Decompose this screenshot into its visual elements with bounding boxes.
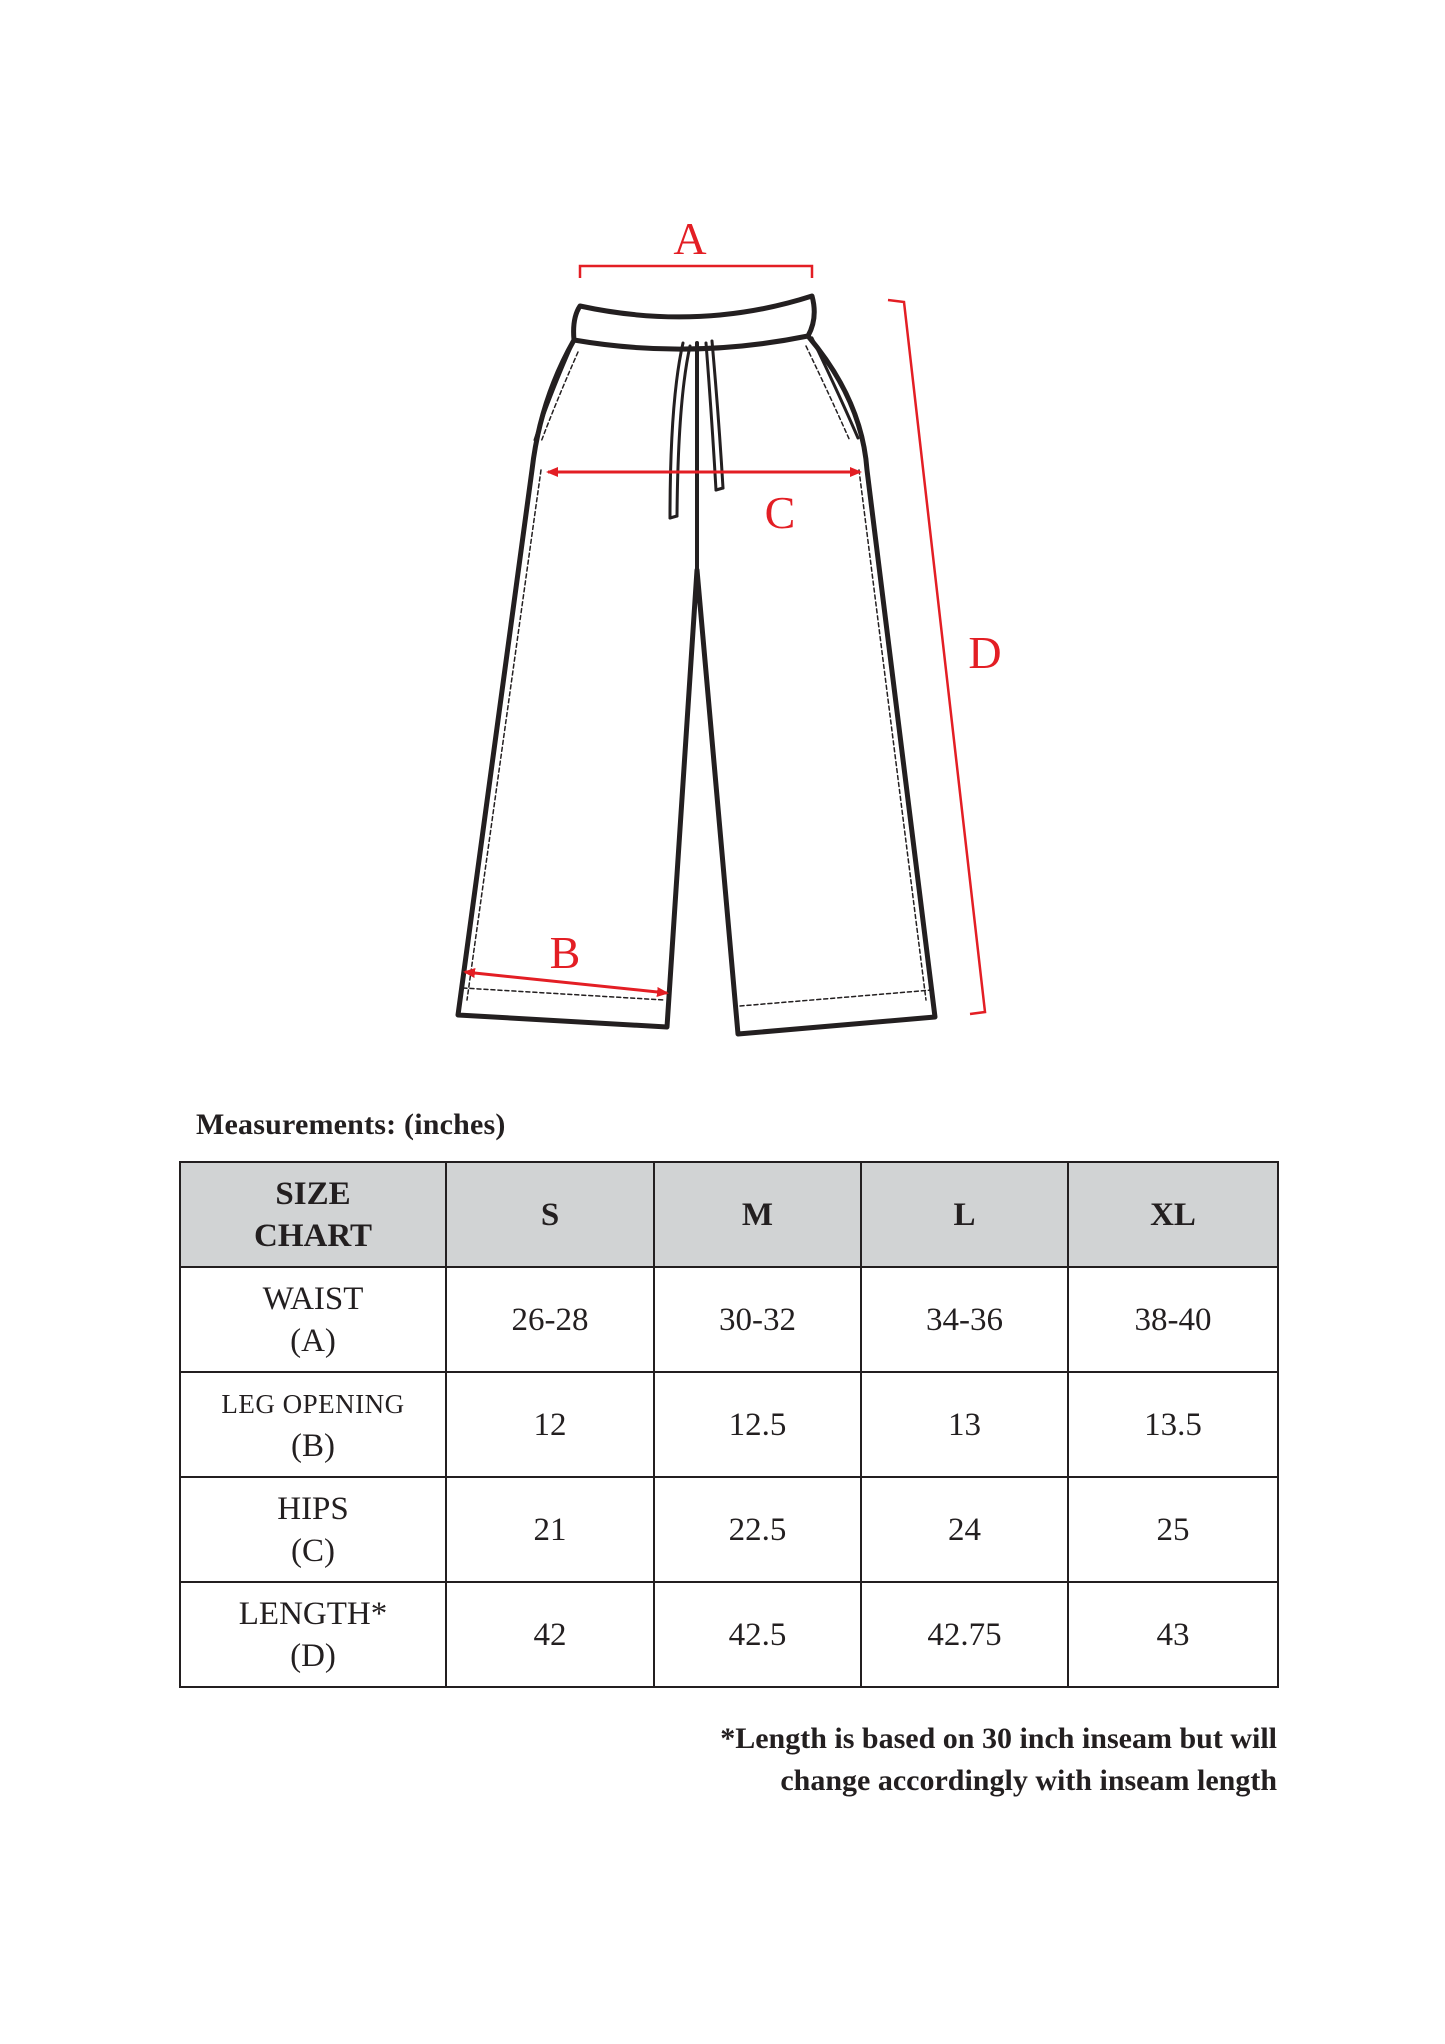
label-leg-opening: B [549,927,581,978]
table-cell: 42.5 [654,1582,861,1687]
row-label-waist [180,1267,446,1372]
label-waist: A [673,213,707,264]
header-size-l: L [861,1162,1068,1267]
row-name: HIPS [277,1490,349,1527]
row-code: (B) [291,1427,335,1464]
pants-outline [458,296,935,1034]
dimension-waist [580,266,812,278]
table-cell: 34-36 [861,1267,1068,1372]
table-cell: 24 [861,1477,1068,1582]
waistband [574,296,815,349]
table-row [180,1582,1278,1687]
table-cell: 13 [861,1372,1068,1477]
footnote-line-2: change accordingly with inseam length [780,1764,1277,1797]
table-cell: 42.75 [861,1582,1068,1687]
right-pocket [812,338,858,438]
header-corner [180,1162,446,1267]
row-label-leg-opening [180,1372,446,1477]
table-cell: 26-28 [446,1267,654,1372]
table-row [180,1477,1278,1582]
left-pocket [535,345,572,440]
row-name: LEG OPENING [221,1388,405,1419]
table-cell: 25 [1068,1477,1278,1582]
table-cell: 43 [1068,1582,1278,1687]
measurements-caption: Measurements: (inches) [196,1108,506,1141]
row-code: (C) [291,1532,335,1569]
header-row [180,1162,1278,1267]
size-chart-table [179,1161,1279,1688]
header-size-m: M [654,1162,861,1267]
row-code: (A) [290,1322,336,1359]
table-cell: 22.5 [654,1477,861,1582]
table-row [180,1267,1278,1372]
table-cell: 13.5 [1068,1372,1278,1477]
header-size-xl: XL [1068,1162,1278,1267]
header-size-s: S [446,1162,654,1267]
table-cell: 30-32 [654,1267,861,1372]
length-footnote [577,1718,1277,1802]
table-cell: 12 [446,1372,654,1477]
row-name: LENGTH* [238,1595,388,1632]
row-label-length [180,1582,446,1687]
table-cell: 12.5 [654,1372,861,1477]
table-cell: 21 [446,1477,654,1582]
table-row [180,1372,1278,1477]
row-name: WAIST [262,1280,364,1317]
label-hips: C [764,487,796,538]
label-length: D [968,627,1002,678]
header-size-text: SIZE [275,1175,351,1212]
table-cell: 38-40 [1068,1267,1278,1372]
row-code: (D) [290,1637,336,1674]
table-cell: 42 [446,1582,654,1687]
footnote-line-1: *Length is based on 30 inch inseam but will [720,1722,1277,1755]
row-label-hips [180,1477,446,1582]
header-chart-text: CHART [253,1217,372,1254]
